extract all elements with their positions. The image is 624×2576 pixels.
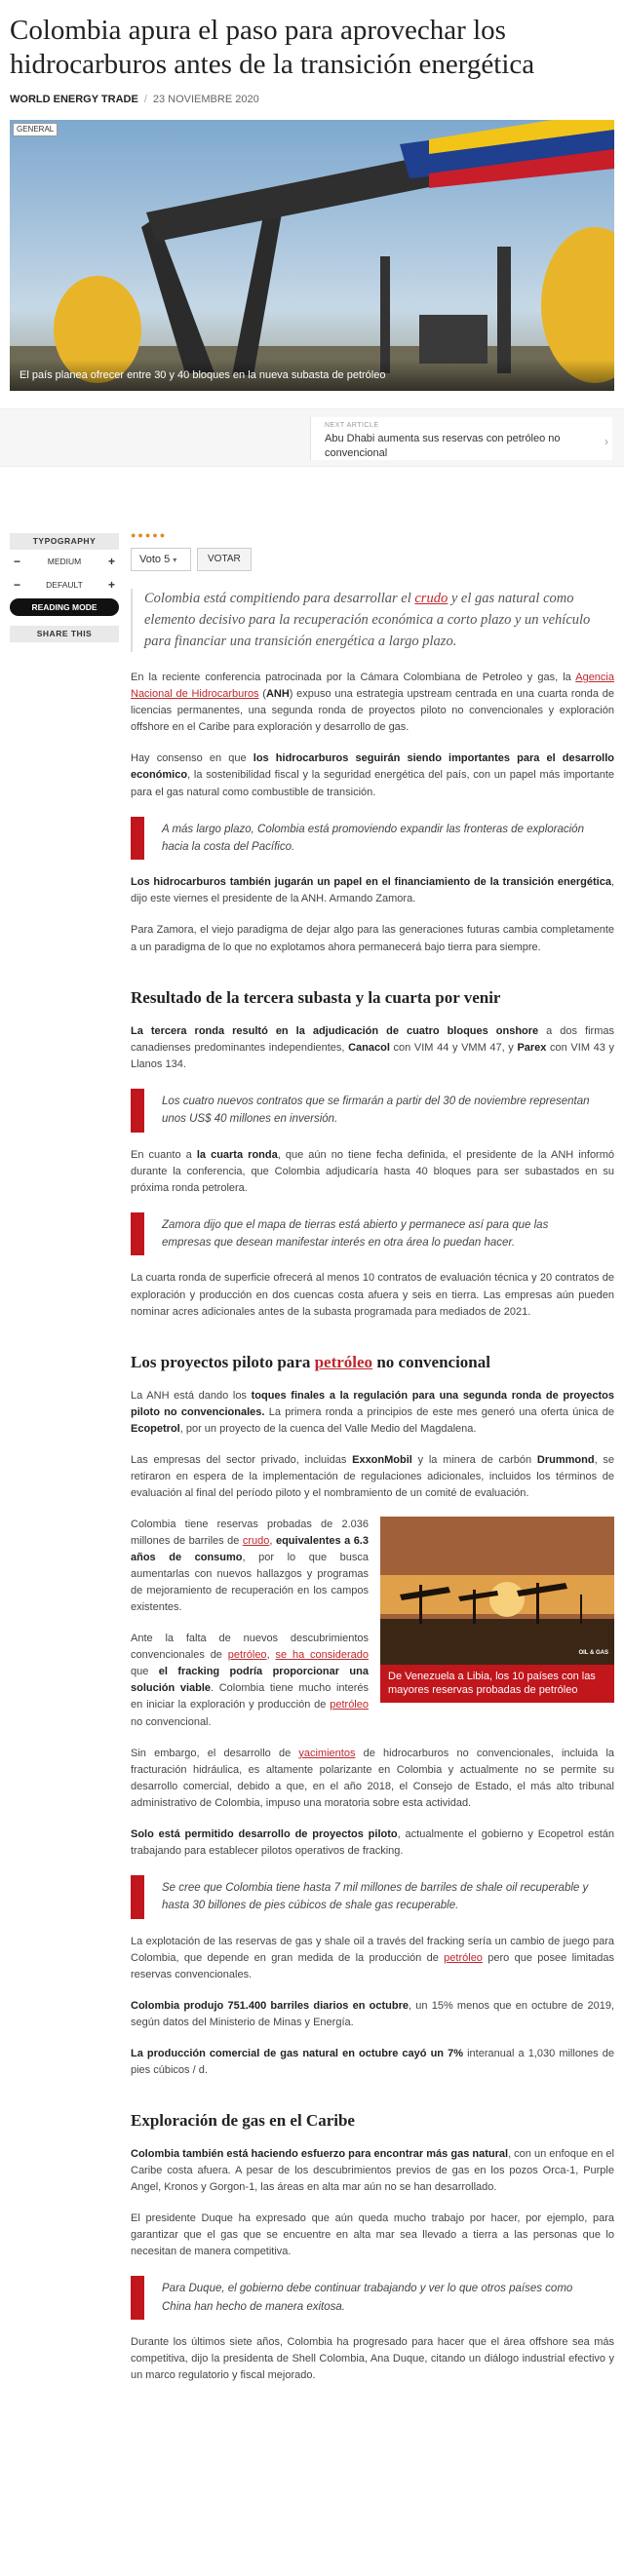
paragraph-4: Para Zamora, el viejo paradigma de dejar algo para las generaciones futuras cambia completamente a un paradigma de lo que no explotamos ahora permanecerá bajo tierra para siempre. (131, 924, 614, 953)
hero-image (10, 120, 614, 391)
share-header[interactable]: SHARE THIS (10, 626, 119, 642)
related-article-title[interactable]: De Venezuela a Libia, los 10 países con las mayores reservas probadas de petróleo (380, 1665, 614, 1703)
next-article-link[interactable] (310, 417, 612, 460)
p14-text: La explotación de las reservas de gas y shale oil a través del fracking sería un cambio de juego para Colombia, que depende en gran medida de la producción de (131, 1935, 614, 1964)
rating-stars: ●●●●● (131, 530, 168, 540)
lead-quote (131, 589, 614, 652)
paragraph-19: Durante los últimos siete años, Colombia ha progresado para hacer que el área offshore sea más competitiva, dijo la presidenta de Shell Colombia, Ana Duque, citando un diálogo industrial efectivo y un marco regulatorio y fiscal mejorado. (131, 2336, 614, 2382)
pullquote-4: Se cree que Colombia tiene hasta 7 mil millones de barriles de shale oil recuperable y hasta 30 billones de pies cúbicos de shale gas recuperable. (131, 1875, 614, 1919)
p11-text-c: que (131, 1666, 159, 1678)
p10-text-d: , por lo que busca aumentarlas con nuevos hallazgos y programas de mejoramiento de recuperación en los campos existentes. (131, 1552, 369, 1614)
petroleo-link-1[interactable]: petróleo (227, 1649, 267, 1662)
font-family-value: DEFAULT (46, 579, 83, 590)
section-heading-2 (131, 1352, 614, 1373)
p6-text: En cuanto a (131, 1148, 197, 1161)
paragraph-3 (131, 874, 614, 907)
p15-text: , un 15% menos que en octubre de 2019, según datos del Ministerio de Minas y Energía. (131, 1999, 614, 2028)
crudo-link[interactable]: crudo (414, 591, 448, 606)
p3-bold: Los hidrocarburos también jugarán un papel en el financiamiento de la transición energética (131, 876, 611, 889)
p17-text: , con un enfoque en el Caribe costa afuera. A pesar de los descubrimientos previos de gas en los pozos Orca-1, Purple Angel, Kronos y Gorgon-1, las áreas en alta mar aún no se han desarrollado. (131, 2148, 614, 2194)
paragraph-13 (131, 1826, 614, 1860)
p2-text-c: , la sostenibilidad fiscal y la seguridad energética del país, con un papel más importante para el gas natural como combustible de transición. (131, 769, 614, 798)
article-date: 23 NOVIEMBRE 2020 (152, 93, 259, 105)
h2-text: Los proyectos piloto para (131, 1352, 315, 1371)
p12-text: Sin embargo, el desarrollo de (131, 1747, 299, 1759)
p5-bold: La tercera ronda resultó en la adjudicación de cuatro bloques onshore (131, 1024, 539, 1037)
article-meta (0, 83, 624, 108)
p1-text: En la reciente conferencia patrocinada por la Cámara Colombiana de Petroleo y gas, la (131, 672, 576, 684)
p3-text: , dijo este viernes el presidente de la ANH. Armando Zamora. (131, 876, 614, 905)
paragraph-14 (131, 1934, 614, 1983)
p1-text-b: ( (258, 688, 266, 701)
font-size-control (10, 550, 119, 573)
related-article-card[interactable] (380, 1517, 614, 1703)
p9-text: Las empresas del sector privado, incluidas (131, 1453, 353, 1466)
p11-bold: el fracking podría proporcionar una solución viable (131, 1666, 369, 1695)
vote-button[interactable]: VOTAR (197, 548, 252, 571)
p11-text: Ante la falta de nuevos descubrimientos convencionales de (131, 1633, 369, 1662)
font-family-control (10, 573, 119, 596)
article-title: Colombia apura el paso para aprovechar los hidrocarburos antes de la transición energética (10, 15, 535, 81)
p6-text-c: , que aún no tiene fecha definida, el presidente de la ANH informó durante la conferencia, que Colombia adjudicaría hasta 40 bloques para ser subastados en su próxima ronda petrolera. (131, 1148, 615, 1194)
p11-text-e: . Colombia tiene mucho interés en iniciar la exploración y producción de (131, 1682, 369, 1711)
p10-text: Colombia tiene reservas probadas de 2.036 millones de barriles de (131, 1519, 369, 1548)
paragraph-1 (131, 670, 614, 736)
p12-text-b: de hidrocarburos no convencionales, incluida la fracturación hidráulica, es altamente polarizante en Colombia y actualmente no se permite su desarrollo comercial, debido a que, en el año 2018, el Consejo de Estado, el más alto tribunal administrativo de Colombia, impuso una moratoria sobre esta actividad. (131, 1747, 614, 1809)
paragraph-2 (131, 750, 614, 800)
article-body (131, 528, 614, 2384)
meta-separator: / (143, 93, 147, 105)
p2-text: Hay consenso en que (131, 752, 254, 765)
p14-text-b: pero que posee limitadas reservas convencionales. (131, 1951, 614, 1980)
p9-text-c: , se retiraron en espera de la implementación de regulaciones adicionales, incluidos los términos de evaluación al final del período piloto y el nombramiento de un comité de evaluación. (131, 1453, 615, 1499)
vote-form (131, 548, 614, 571)
petroleo-heading-link[interactable]: petróleo (314, 1352, 373, 1371)
p2-bold: los hidrocarburos seguirán siendo importantes para el desarrollo económico (131, 752, 614, 782)
p8-text-d: , por un proyecto de la cuenca del Valle Medio del Magdalena. (179, 1422, 477, 1435)
p10-text-b: , (269, 1535, 276, 1548)
chevron-down-icon: ▾ (173, 556, 177, 564)
p11-text-b: , (266, 1649, 276, 1662)
p5-text-d: con VIM 44 y VMM 47, y (389, 1041, 518, 1054)
paragraph-7: La cuarta ronda de superficie ofrecerá al menos 10 contratos de evaluación técnica y 20 contratos de exploración y producción en dos cuencas costa afuera y seis en tierra. Las empresas aún pueden nominar acres adicionales antes de la subasta programada para mediados de 2021. (131, 1272, 614, 1318)
anh-acronym: ANH (265, 688, 290, 701)
vote-select-value: Voto 5 (139, 554, 171, 565)
petroleo-link-2[interactable]: petróleo (330, 1699, 369, 1711)
related-article-image[interactable] (380, 1517, 614, 1665)
category-tag[interactable]: OIL & GAS (578, 1650, 608, 1656)
next-article-title[interactable]: Abu Dhabi aumenta sus reservas con petróleo no convencional (325, 432, 561, 459)
section-heading-3: Exploración de gas en el Caribe (131, 2110, 355, 2130)
reading-mode-button[interactable]: READING MODE (10, 598, 119, 616)
pullquote-5: Para Duque, el gobierno debe continuar trabajando y ver lo que otros países como China han hecho de manera exitosa. (131, 2276, 614, 2320)
section-heading-1: Resultado de la tercera subasta y la cuarta por venir (131, 987, 501, 1007)
typography-sidebar (10, 533, 119, 642)
paragraph-15 (131, 1998, 614, 2031)
p10-bold: equivalentes a 6.3 años de consumo (131, 1535, 369, 1564)
font-size-value: MEDIUM (47, 556, 82, 566)
p15-bold: Colombia produjo 751.400 barriles diarios en octubre (131, 1999, 410, 2012)
category-badge[interactable]: GENERAL (13, 123, 58, 136)
next-article-bar (0, 408, 624, 467)
p5-text: a dos firmas canadienses predominantes independientes, (131, 1024, 614, 1054)
p8-bold: toques finales a la regulación para una segunda ronda de proyectos piloto no convencionales. (131, 1389, 614, 1418)
p17-bold: Colombia también está haciendo esfuerzo para encontrar más gas natural (131, 2148, 509, 2161)
paragraph-12 (131, 1746, 614, 1812)
p9-text-b: y la minera de carbón (411, 1453, 537, 1466)
paragraph-9 (131, 1452, 614, 1502)
exxonmobil-name: ExxonMobil (352, 1453, 412, 1466)
paragraph-18: El presidente Duque ha expresado que aún queda mucho trabajo por hacer, por ejemplo, para garantizar que el gas que se encuentre en alta mar sea llevado a tierra a las personas que lo necesitan de manera competitiva. (131, 2212, 614, 2258)
lead-text-cont: y el gas natural como elemento decisivo para la recuperación económica a corto plazo y un vehículo para financiar una transición energética a largo plazo. (144, 591, 591, 649)
typography-header: TYPOGRAPHY (10, 533, 119, 550)
p8-text: La ANH está dando los (131, 1389, 252, 1402)
p16-bold: La producción comercial de gas natural en octubre cayó un 7% (131, 2047, 464, 2059)
pumpjack-illustration (10, 120, 614, 391)
hero-caption: El país planea ofrecer entre 30 y 40 bloques en la nueva subasta de petróleo (10, 360, 614, 392)
lead-text: Colombia está compitiendo para desarrollar el (144, 591, 415, 606)
p1-text-c: ) expuso una estrategia upstream centrada en una cuarta ronda de licencias permanentes, una segunda ronda de proyectos piloto no convencionales y exploración offshore en el Caribe para exploración y desarrollo de gas. (131, 688, 614, 734)
float-section (131, 1517, 614, 1731)
ecopetrol-name: Ecopetrol (131, 1422, 180, 1435)
next-article-label: NEXT ARTICLE (325, 422, 379, 430)
pullquote-2: Los cuatro nuevos contratos que se firmarán a partir del 30 de noviembre representan unos US$ 40 millones en inversión. (131, 1089, 614, 1133)
p8-text-c: La primera ronda a principios de este mes generó una oferta única de (264, 1405, 615, 1418)
oilfield-sunset-illustration (380, 1517, 614, 1665)
font-family-previous-button[interactable]: − (14, 578, 21, 592)
p16-text: interanual a 1,030 millones de pies cúbicos / d. (131, 2047, 614, 2076)
paragraph-8 (131, 1388, 614, 1438)
paragraph-16 (131, 2046, 614, 2079)
paragraph-6 (131, 1147, 614, 1197)
font-family-next-button[interactable]: + (107, 578, 115, 592)
yacimientos-link[interactable]: yacimientos (298, 1747, 356, 1759)
crudo-link-2[interactable]: crudo (242, 1535, 270, 1548)
paragraph-5 (131, 1023, 614, 1073)
p6-bold: la cuarta ronda (196, 1148, 278, 1161)
p11-text-f: no convencional. (131, 1715, 212, 1728)
canacol-name: Canacol (348, 1041, 390, 1054)
p5-text-e: con VIM 43 y Llanos 134. (131, 1041, 614, 1070)
article-source[interactable]: WORLD ENERGY TRADE (10, 93, 138, 105)
h2-text-b: no convencional (372, 1352, 490, 1371)
paragraph-17 (131, 2146, 614, 2196)
font-size-increase-button[interactable]: + (107, 555, 115, 568)
chevron-right-icon[interactable]: › (604, 435, 608, 449)
drummond-name: Drummond (536, 1453, 595, 1466)
anh-link[interactable]: Agencia Nacional de Hidrocarburos (131, 672, 614, 701)
p13-text: , actualmente el gobierno y Ecopetrol están trabajando para establecer pilotos operativos de fracking. (131, 1827, 614, 1857)
considerado-link[interactable]: se ha considerado (275, 1649, 369, 1662)
pullquote-1: A más largo plazo, Colombia está promoviendo expandir las fronteras de exploración hacia la costa del Pacífico. (131, 817, 614, 861)
font-size-decrease-button[interactable]: − (14, 555, 21, 568)
parex-name: Parex (517, 1041, 547, 1054)
p13-bold: Solo está permitido desarrollo de proyectos piloto (131, 1827, 398, 1840)
pullquote-3: Zamora dijo que el mapa de tierras está abierto y permanece así para que las empresas que desean manifestar interés en otra área lo puedan hacer. (131, 1212, 614, 1256)
vote-select[interactable] (131, 548, 191, 571)
petroleo-link-3[interactable]: petróleo (444, 1951, 483, 1964)
